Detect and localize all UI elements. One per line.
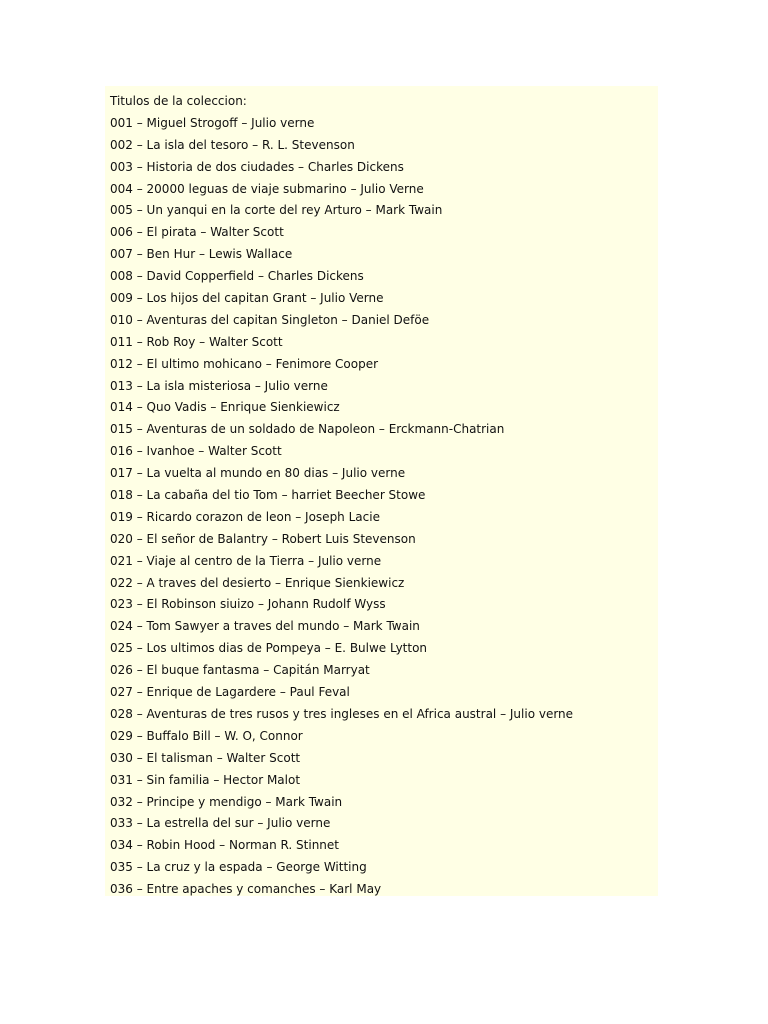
list-item: 025 – Los ultimos dias de Pompeya – E. Bulwe Lytton bbox=[110, 641, 428, 656]
list-item: 001 – Miguel Strogoff – Julio verne bbox=[110, 115, 315, 130]
list-item: 013 – La isla misteriosa – Julio verne bbox=[110, 378, 328, 393]
list-item: 017 – La vuelta al mundo en 80 dias – Julio verne bbox=[110, 466, 406, 481]
list-item: 007 – Ben Hur – Lewis Wallace bbox=[110, 247, 293, 262]
list-item: 023 – El Robinson siuizo – Johann Rudolf Wyss bbox=[110, 597, 386, 612]
list-item: 011 – Rob Roy – Walter Scott bbox=[110, 334, 283, 349]
list-item: 010 – Aventuras del capitan Singleton – Daniel Deföe bbox=[110, 312, 430, 327]
list-item: 027 – Enrique de Lagardere – Paul Feval bbox=[110, 685, 350, 700]
list-item: 002 – La isla del tesoro – R. L. Stevenson bbox=[110, 137, 355, 152]
list-item: 024 – Tom Sawyer a traves del mundo – Mark Twain bbox=[110, 619, 420, 634]
list-item: 019 – Ricardo corazon de leon – Joseph Lacie bbox=[110, 509, 380, 524]
list-item: 032 – Principe y mendigo – Mark Twain bbox=[110, 794, 343, 809]
list-item: 020 – El señor de Balantry – Robert Luis Stevenson bbox=[110, 531, 416, 546]
list-item: 036 – Entre apaches y comanches – Karl May bbox=[110, 882, 382, 897]
title-list bbox=[110, 91, 573, 901]
list-item: 021 – Viaje al centro de la Tierra – Julio verne bbox=[110, 553, 382, 568]
list-item: 005 – Un yanqui en la corte del rey Arturo – Mark Twain bbox=[110, 203, 443, 218]
list-item: 035 – La cruz y la espada – George Witting bbox=[110, 860, 367, 875]
list-item: 008 – David Copperfield – Charles Dickens bbox=[110, 269, 364, 284]
list-item: 015 – Aventuras de un soldado de Napoleon – Erckmann-Chatrian bbox=[110, 422, 505, 437]
list-item: 022 – A traves del desierto – Enrique Sienkiewicz bbox=[110, 575, 405, 590]
list-item: 006 – El pirata – Walter Scott bbox=[110, 225, 284, 240]
list-item: 004 – 20000 leguas de viaje submarino – Julio Verne bbox=[110, 181, 424, 196]
list-item: 029 – Buffalo Bill – W. O, Connor bbox=[110, 728, 303, 743]
list-item: 003 – Historia de dos ciudades – Charles Dickens bbox=[110, 159, 404, 174]
list-item: 030 – El talisman – Walter Scott bbox=[110, 750, 301, 765]
list-item: 009 – Los hijos del capitan Grant – Julio Verne bbox=[110, 291, 384, 306]
list-heading: Titulos de la coleccion: bbox=[110, 94, 247, 108]
list-item: 034 – Robin Hood – Norman R. Stinnet bbox=[110, 838, 339, 853]
list-item: 012 – El ultimo mohicano – Fenimore Cooper bbox=[110, 356, 379, 371]
list-item: 033 – La estrella del sur – Julio verne bbox=[110, 816, 331, 831]
list-item: 018 – La cabaña del tio Tom – harriet Beecher Stowe bbox=[110, 488, 426, 503]
list-item: 031 – Sin familia – Hector Malot bbox=[110, 772, 301, 787]
list-item: 014 – Quo Vadis – Enrique Sienkiewicz bbox=[110, 400, 340, 415]
list-item: 016 – Ivanhoe – Walter Scott bbox=[110, 444, 282, 459]
list-item: 026 – El buque fantasma – Capitán Marryat bbox=[110, 663, 370, 678]
list-item: 028 – Aventuras de tres rusos y tres ingleses en el Africa austral – Julio verne bbox=[110, 706, 574, 721]
